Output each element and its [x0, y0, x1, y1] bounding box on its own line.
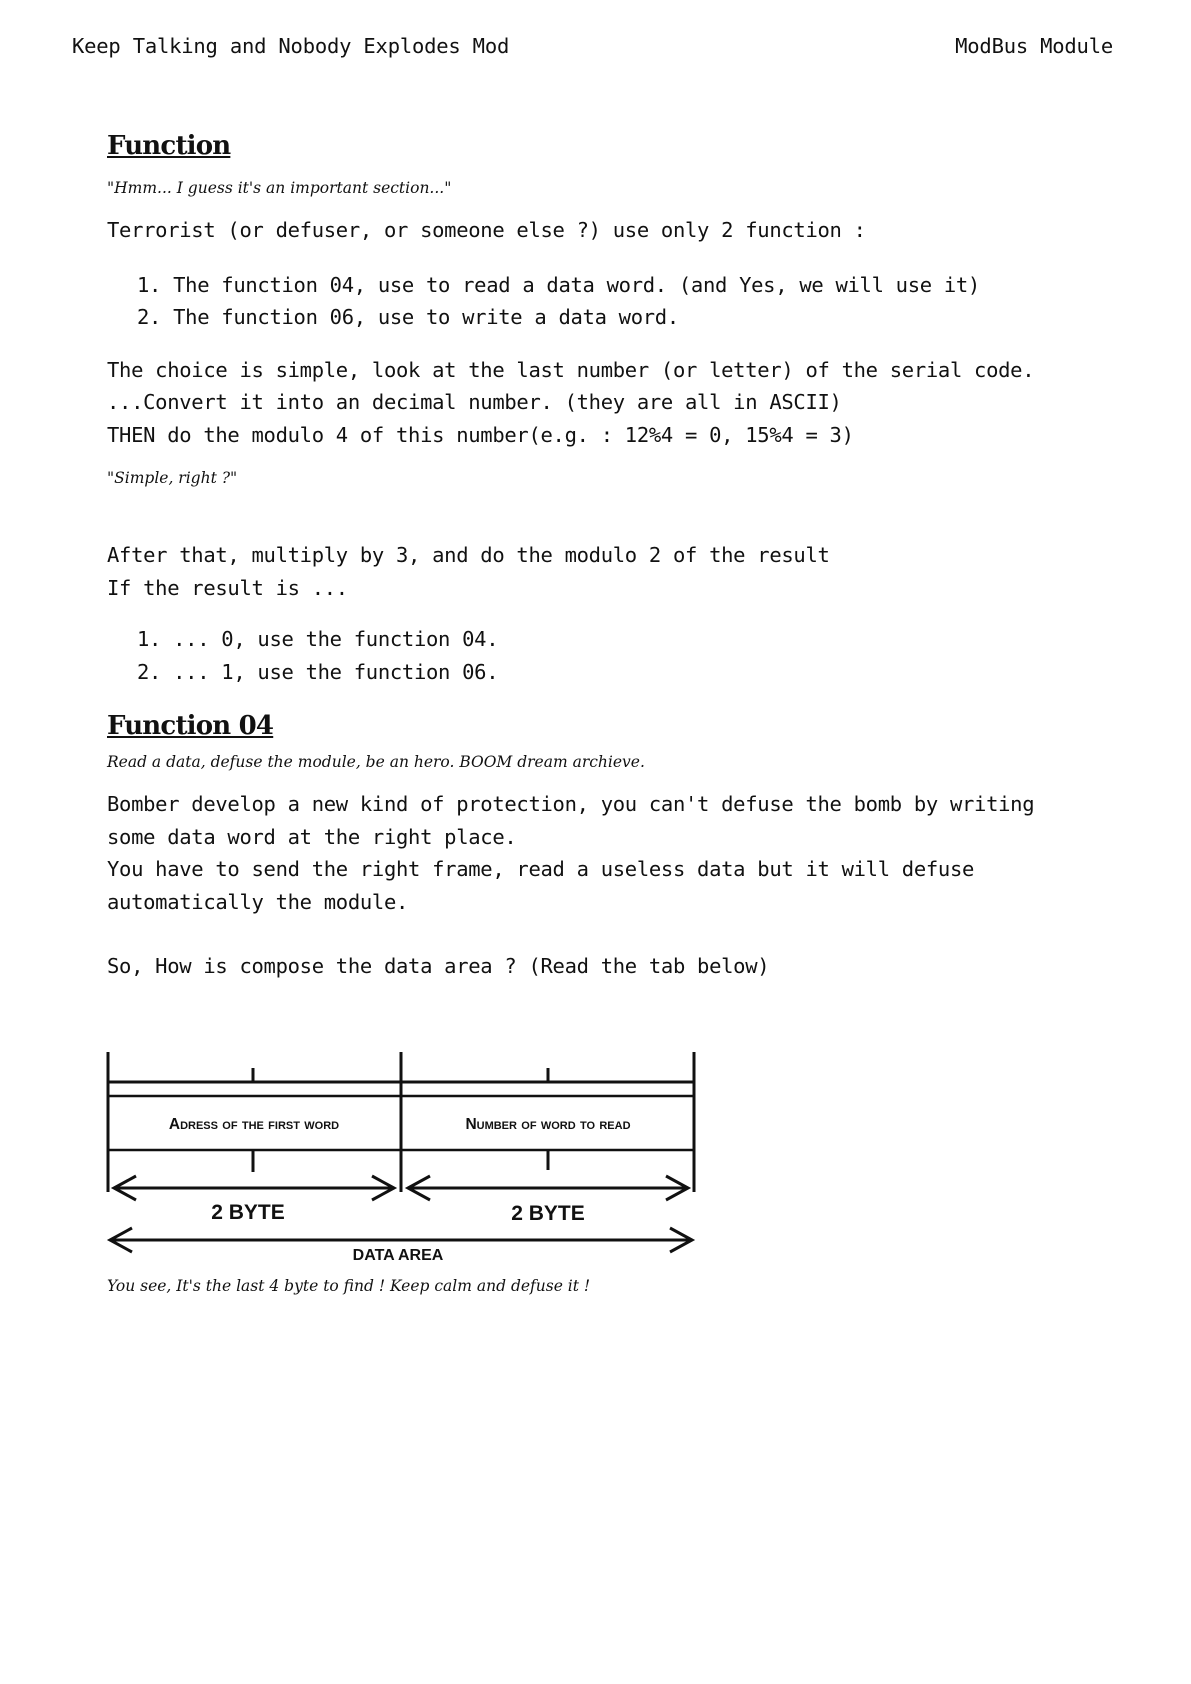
text-line: If the result is ... — [107, 575, 348, 600]
data-area-label: DATA AREA — [352, 1247, 444, 1264]
text-line: ...Convert it into an decimal number. (they are all in ASCII) — [107, 390, 842, 414]
section-title-function04: Function 04 — [107, 711, 274, 741]
after-paragraph — [107, 539, 1107, 604]
question-text: So, How is compose the data area ? (Read the tab below) — [107, 954, 770, 978]
text-line: Bomber develop a new kind of protection, you can't defuse the bomb by writing — [107, 792, 1035, 816]
section-quote: "Simple, right ?" — [107, 469, 238, 487]
protection-paragraph — [107, 788, 1107, 918]
header-title: Keep Talking and Nobody Explodes Mod — [72, 34, 510, 58]
list-item: 1. ... 0, use the function 04. — [137, 627, 499, 651]
choice-paragraph — [107, 354, 1107, 452]
section-title-function: Function — [107, 131, 231, 161]
intro-text: Terrorist (or defuser, or someone else ?) use only 2 function : — [107, 218, 866, 242]
footer-quote: You see, It's the last 4 byte to find ! Keep calm and defuse it ! — [107, 1277, 591, 1295]
data-area-diagram — [104, 1052, 704, 1272]
text-line: You have to send the right frame, read a useless data but it will defuse — [107, 857, 975, 881]
list-item: 2. ... 1, use the function 06. — [137, 659, 499, 684]
header-module-name: ModBus Module — [955, 34, 1113, 58]
result-list — [107, 623, 1107, 688]
cell-count-label: Number of word to read — [465, 1116, 631, 1133]
document-body — [107, 130, 1107, 983]
size-label-1: 2 BYTE — [211, 1201, 285, 1224]
section-quote: Read a data, defuse the module, be an hero. BOOM dream archieve. — [107, 753, 645, 771]
function-list — [107, 269, 1107, 334]
text-line: THEN do the modulo 4 of this number(e.g. : 12%4 = 0, 15%4 = 3) — [107, 422, 854, 447]
cell-address-label: Adress of the first word — [168, 1116, 340, 1133]
text-line: The choice is simple, look at the last number (or letter) of the serial code. — [107, 357, 1035, 382]
section-quote: "Hmm... I guess it's an important section..." — [107, 179, 452, 197]
text-line: After that, multiply by 3, and do the modulo 2 of the result — [107, 543, 830, 567]
list-item: 1. The function 04, use to read a data word. (and Yes, we will use it) — [137, 272, 980, 297]
text-line: automatically the module. — [107, 889, 409, 914]
text-line: some data word at the right place. — [107, 824, 517, 849]
size-label-2: 2 BYTE — [511, 1202, 585, 1225]
list-item: 2. The function 06, use to write a data word. — [137, 305, 679, 329]
